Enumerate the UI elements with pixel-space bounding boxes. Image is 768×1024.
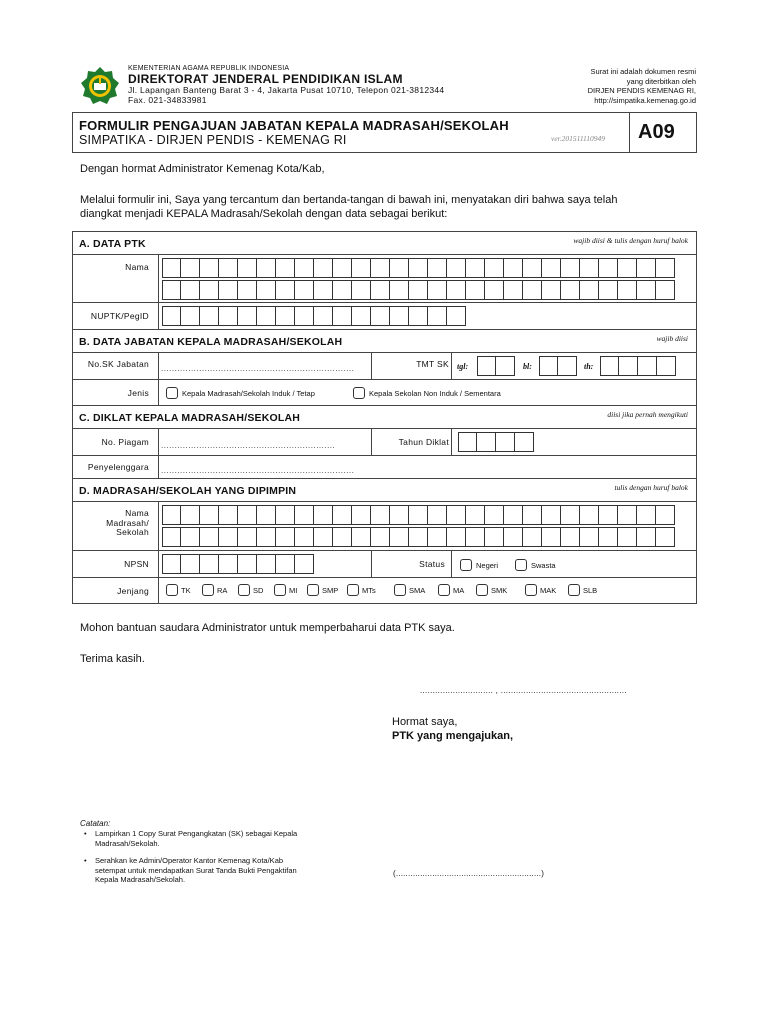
tmt-year-boxes[interactable] — [600, 356, 676, 376]
section-b-header — [73, 330, 696, 353]
char-box[interactable] — [181, 306, 200, 326]
char-box[interactable] — [618, 527, 637, 547]
jenjang-label: Jenjang — [117, 586, 149, 596]
directorate-name: DIREKTORAT JENDERAL PENDIDIKAN ISLAM — [128, 72, 403, 86]
char-box[interactable] — [200, 280, 219, 300]
form-version: ver.201511110949 — [551, 134, 605, 143]
char-box[interactable] — [447, 527, 466, 547]
char-box[interactable] — [580, 280, 599, 300]
char-box[interactable] — [238, 554, 257, 574]
char-box[interactable] — [238, 280, 257, 300]
char-box[interactable] — [352, 505, 371, 525]
divider — [451, 551, 452, 578]
note-item-1: • Lampirkan 1 Copy Surat Pengangkatan (SK) sebagai Kepala Madrasah/Sekolah. — [84, 829, 298, 848]
char-box[interactable] — [295, 258, 314, 278]
char-box[interactable] — [181, 258, 200, 278]
char-box[interactable] — [295, 280, 314, 300]
char-box[interactable] — [390, 258, 409, 278]
char-box[interactable] — [409, 505, 428, 525]
char-box[interactable] — [314, 258, 333, 278]
char-box[interactable] — [295, 554, 314, 574]
char-box[interactable] — [496, 432, 515, 452]
char-box[interactable] — [523, 258, 542, 278]
char-box[interactable] — [409, 527, 428, 547]
sk-row — [73, 353, 696, 380]
char-box[interactable] — [276, 505, 295, 525]
status-swasta-checkbox[interactable] — [515, 559, 527, 571]
status-negeri-checkbox[interactable] — [460, 559, 472, 571]
char-box[interactable] — [238, 258, 257, 278]
tmt-label: TMT SK — [416, 359, 449, 369]
char-box[interactable] — [200, 258, 219, 278]
char-box[interactable] — [657, 356, 676, 376]
char-box[interactable] — [599, 527, 618, 547]
char-box[interactable] — [162, 280, 181, 300]
char-box[interactable] — [558, 356, 577, 376]
divider — [158, 429, 159, 456]
char-box[interactable] — [371, 527, 390, 547]
intro-line-1: Melalui formulir ini, Saya yang tercantum dan bertanda-tangan di bawah ini, menyatakan diri bahwa saya telah — [80, 194, 618, 206]
form-title-box — [72, 112, 697, 153]
char-box[interactable] — [523, 280, 542, 300]
char-box[interactable] — [409, 258, 428, 278]
char-box[interactable] — [485, 505, 504, 525]
char-box[interactable] — [314, 505, 333, 525]
tmt-month-boxes[interactable] — [539, 356, 577, 376]
jenjang-mi-label: MI — [289, 586, 298, 595]
char-box[interactable] — [542, 505, 561, 525]
npsn-row — [73, 551, 696, 578]
jenjang-row — [73, 578, 696, 603]
jenjang-slb-checkbox[interactable] — [568, 584, 580, 596]
char-box[interactable] — [580, 258, 599, 278]
char-box[interactable] — [219, 527, 238, 547]
nama-sekolah-row — [73, 502, 696, 551]
nuptk-label: NUPTK/PegID — [90, 311, 149, 321]
char-box[interactable] — [409, 280, 428, 300]
divider — [629, 113, 630, 152]
char-box[interactable] — [580, 505, 599, 525]
char-box[interactable] — [333, 505, 352, 525]
char-box[interactable] — [542, 258, 561, 278]
char-box[interactable] — [619, 356, 638, 376]
char-box[interactable] — [257, 306, 276, 326]
char-box[interactable] — [477, 356, 496, 376]
char-box[interactable] — [276, 527, 295, 547]
section-a-header — [73, 232, 696, 255]
tahun-diklat-boxes[interactable] — [458, 432, 534, 452]
piagam-label: No. Piagam — [101, 437, 149, 447]
jenis-row — [73, 380, 696, 406]
nosk-field[interactable]: ....................................................................... — [161, 364, 355, 373]
signature-line[interactable]: (............................................................) — [393, 869, 545, 878]
char-box[interactable] — [390, 306, 409, 326]
char-box[interactable] — [257, 280, 276, 300]
char-box[interactable] — [447, 505, 466, 525]
char-box[interactable] — [485, 527, 504, 547]
char-box[interactable] — [295, 505, 314, 525]
jenjang-mts-label: MTs — [362, 586, 376, 595]
jenjang-tk-checkbox[interactable] — [166, 584, 178, 596]
penyelenggara-label: Penyelenggara — [87, 462, 149, 472]
jenis-induk-label: Kepala Madrasah/Sekolah Induk / Tetap — [182, 389, 315, 398]
char-box[interactable] — [257, 258, 276, 278]
char-box[interactable] — [219, 258, 238, 278]
kemenag-logo — [80, 66, 120, 106]
char-box[interactable] — [637, 280, 656, 300]
divider — [158, 551, 159, 578]
nama-sekolah-boxes-2[interactable] — [162, 527, 675, 547]
jenjang-smk-label: SMK — [491, 586, 508, 595]
char-box[interactable] — [333, 280, 352, 300]
char-box[interactable] — [390, 527, 409, 547]
char-box[interactable] — [542, 527, 561, 547]
notes-title: Catatan: — [80, 819, 111, 828]
char-box[interactable] — [466, 527, 485, 547]
piagam-row — [73, 429, 696, 456]
char-box[interactable] — [352, 306, 371, 326]
char-box[interactable] — [352, 258, 371, 278]
char-box[interactable] — [219, 306, 238, 326]
char-box[interactable] — [162, 554, 181, 574]
char-box[interactable] — [539, 356, 558, 376]
char-box[interactable] — [458, 432, 477, 452]
char-box[interactable] — [314, 527, 333, 547]
divider — [371, 429, 372, 456]
char-box[interactable] — [428, 306, 447, 326]
place-date-field[interactable]: ............................. , .................................................. — [420, 686, 627, 695]
fax: Fax. 021-34833981 — [128, 95, 207, 105]
divider — [451, 353, 452, 380]
char-box[interactable] — [637, 527, 656, 547]
char-box[interactable] — [428, 258, 447, 278]
section-b-title: B. DATA JABATAN KEPALA MADRASAH/SEKOLAH — [79, 336, 343, 348]
char-box[interactable] — [181, 280, 200, 300]
char-box[interactable] — [599, 280, 618, 300]
char-box[interactable] — [390, 505, 409, 525]
form-table — [72, 231, 697, 604]
char-box[interactable] — [181, 554, 200, 574]
char-box[interactable] — [618, 258, 637, 278]
char-box[interactable] — [561, 280, 580, 300]
section-d-header — [73, 479, 696, 502]
char-box[interactable] — [618, 505, 637, 525]
char-box[interactable] — [333, 306, 352, 326]
char-box[interactable] — [580, 527, 599, 547]
divider — [451, 429, 452, 456]
nama-row — [73, 255, 696, 303]
status-swasta-label: Swasta — [531, 561, 556, 570]
jenis-label: Jenis — [127, 388, 149, 398]
tmt-day-boxes[interactable] — [477, 356, 515, 376]
bl-label: bl: — [523, 362, 532, 371]
char-box[interactable] — [314, 280, 333, 300]
char-box[interactable] — [599, 258, 618, 278]
jenis-non-induk-label: Kepala Sekolan Non Induk / Sementara — [369, 389, 501, 398]
section-a-note: wajib diisi & tulis dengan huruf balok — [573, 236, 688, 245]
char-box[interactable] — [466, 280, 485, 300]
greeting: Dengan hormat Administrator Kemenag Kota/Kab, — [80, 163, 325, 175]
tahun-diklat-label: Tahun Diklat — [398, 437, 449, 447]
char-box[interactable] — [477, 432, 496, 452]
jenjang-mi-checkbox[interactable] — [274, 584, 286, 596]
nuptk-row — [73, 303, 696, 330]
status-label: Status — [419, 559, 445, 569]
official-note: Surat ini adalah dokumen resmi yang diterbitkan oleh DIRJEN PENDIS KEMENAG RI, http://simpatika.kemenag.go.id — [587, 67, 696, 105]
char-box[interactable] — [257, 527, 276, 547]
char-box[interactable] — [515, 432, 534, 452]
char-box[interactable] — [276, 258, 295, 278]
signer-title: PTK yang mengajukan, — [392, 730, 514, 742]
char-box[interactable] — [238, 306, 257, 326]
nuptk-boxes[interactable] — [162, 306, 466, 326]
char-box[interactable] — [238, 505, 257, 525]
char-box[interactable] — [637, 258, 656, 278]
npsn-boxes[interactable] — [162, 554, 314, 574]
jenjang-sma-checkbox[interactable] — [394, 584, 406, 596]
divider — [158, 578, 159, 603]
jenjang-smk-checkbox[interactable] — [476, 584, 488, 596]
char-box[interactable] — [428, 527, 447, 547]
section-c-note: diisi jika pernah mengikuti — [607, 410, 688, 419]
char-box[interactable] — [200, 505, 219, 525]
nama-sekolah-label: Nama Madrasah/ Sekolah — [106, 508, 149, 537]
jenjang-mts-checkbox[interactable] — [347, 584, 359, 596]
penyelenggara-field[interactable]: ....................................................................... — [161, 466, 355, 475]
jenjang-ra-checkbox[interactable] — [202, 584, 214, 596]
char-box[interactable] — [276, 554, 295, 574]
jenjang-ra-label: RA — [217, 586, 228, 595]
th-label: th: — [584, 362, 594, 371]
char-box[interactable] — [181, 527, 200, 547]
char-box[interactable] — [162, 505, 181, 525]
divider — [371, 353, 372, 380]
jenjang-sd-checkbox[interactable] — [238, 584, 250, 596]
jenjang-mak-checkbox[interactable] — [525, 584, 537, 596]
jenis-induk-checkbox[interactable] — [166, 387, 178, 399]
char-box[interactable] — [314, 306, 333, 326]
section-a-title: A. DATA PTK — [79, 238, 146, 250]
char-box[interactable] — [485, 280, 504, 300]
char-box[interactable] — [466, 258, 485, 278]
char-box[interactable] — [295, 306, 314, 326]
jenjang-smp-checkbox[interactable] — [307, 584, 319, 596]
nama-boxes-2[interactable] — [162, 280, 675, 300]
char-box[interactable] — [371, 258, 390, 278]
char-box[interactable] — [504, 527, 523, 547]
address: Jl. Lapangan Banteng Barat 3 - 4, Jakarta Pusat 10710, Telepon 021-3812344 — [128, 85, 445, 95]
char-box[interactable] — [200, 527, 219, 547]
char-box[interactable] — [409, 306, 428, 326]
char-box[interactable] — [656, 527, 675, 547]
tgl-label: tgl: — [457, 362, 469, 371]
char-box[interactable] — [257, 505, 276, 525]
char-box[interactable] — [390, 280, 409, 300]
jenjang-ma-label: MA — [453, 586, 465, 595]
form-title: FORMULIR PENGAJUAN JABATAN KEPALA MADRASAH/SEKOLAH — [79, 118, 509, 133]
char-box[interactable] — [162, 306, 181, 326]
char-box[interactable] — [333, 258, 352, 278]
section-c-title: C. DIKLAT KEPALA MADRASAH/SEKOLAH — [79, 412, 301, 424]
intro-line-2: diangkat menjadi KEPALA Madrasah/Sekolah dengan data sebagai berikut: — [80, 208, 448, 220]
char-box[interactable] — [200, 306, 219, 326]
char-box[interactable] — [504, 258, 523, 278]
penyelenggara-row — [73, 456, 696, 479]
char-box[interactable] — [276, 280, 295, 300]
status-negeri-label: Negeri — [476, 561, 499, 570]
section-d-note: tulis dengan huruf balok — [614, 483, 688, 492]
note-item-2: • Serahkan ke Admin/Operator Kantor Kemenag Kota/Kab setempat untuk mendapatkan Surat Tanda Bukti Pengaktifan Kepala Madrasah/Sekolah. — [84, 856, 297, 884]
divider — [158, 502, 159, 551]
nosk-label: No.SK Jabatan — [87, 359, 149, 369]
char-box[interactable] — [496, 356, 515, 376]
char-box[interactable] — [238, 527, 257, 547]
char-box[interactable] — [295, 527, 314, 547]
jenjang-mak-label: MAK — [540, 586, 557, 595]
char-box[interactable] — [181, 505, 200, 525]
jenjang-slb-label: SLB — [583, 586, 598, 595]
jenjang-sma-label: SMA — [409, 586, 426, 595]
divider — [158, 456, 159, 479]
section-d-title: D. MADRASAH/SEKOLAH YANG DIPIMPIN — [79, 485, 297, 497]
thanks-text: Terima kasih. — [80, 653, 145, 665]
divider — [158, 353, 159, 380]
char-box[interactable] — [219, 505, 238, 525]
char-box[interactable] — [656, 280, 675, 300]
char-box[interactable] — [219, 554, 238, 574]
char-box[interactable] — [371, 306, 390, 326]
char-box[interactable] — [162, 258, 181, 278]
ministry-name: KEMENTERIAN AGAMA REPUBLIK INDONESIA — [128, 65, 290, 72]
char-box[interactable] — [352, 280, 371, 300]
char-box[interactable] — [447, 258, 466, 278]
char-box[interactable] — [371, 280, 390, 300]
char-box[interactable] — [561, 505, 580, 525]
char-box[interactable] — [656, 505, 675, 525]
char-box[interactable] — [600, 356, 619, 376]
npsn-label: NPSN — [124, 559, 149, 569]
nama-boxes-1[interactable] — [162, 258, 675, 278]
char-box[interactable] — [352, 527, 371, 547]
char-box[interactable] — [523, 527, 542, 547]
divider — [158, 255, 159, 303]
char-box[interactable] — [599, 505, 618, 525]
jenjang-sd-label: SD — [253, 586, 264, 595]
nama-sekolah-boxes-1[interactable] — [162, 505, 675, 525]
char-box[interactable] — [656, 258, 675, 278]
char-box[interactable] — [428, 280, 447, 300]
jenis-non-induk-checkbox[interactable] — [353, 387, 365, 399]
char-box[interactable] — [257, 554, 276, 574]
section-b-note: wajib diisi — [656, 334, 688, 343]
char-box[interactable] — [162, 527, 181, 547]
divider — [371, 551, 372, 578]
char-box[interactable] — [637, 505, 656, 525]
char-box[interactable] — [638, 356, 657, 376]
char-box[interactable] — [200, 554, 219, 574]
char-box[interactable] — [485, 258, 504, 278]
char-box[interactable] — [219, 280, 238, 300]
jenjang-ma-checkbox[interactable] — [438, 584, 450, 596]
char-box[interactable] — [371, 505, 390, 525]
section-c-header — [73, 406, 696, 429]
form-subtitle: SIMPATIKA - DIRJEN PENDIS - KEMENAG RI — [79, 133, 347, 147]
char-box[interactable] — [428, 505, 447, 525]
char-box[interactable] — [447, 306, 466, 326]
char-box[interactable] — [504, 280, 523, 300]
nama-label: Nama — [125, 262, 149, 272]
char-box[interactable] — [542, 280, 561, 300]
divider — [158, 380, 159, 406]
char-box[interactable] — [504, 505, 523, 525]
regards: Hormat saya, — [392, 716, 458, 728]
char-box[interactable] — [561, 258, 580, 278]
request-text: Mohon bantuan saudara Administrator untuk memperbaharui data PTK saya. — [80, 622, 455, 634]
divider — [158, 303, 159, 330]
char-box[interactable] — [447, 280, 466, 300]
char-box[interactable] — [333, 527, 352, 547]
jenjang-smp-label: SMP — [322, 586, 339, 595]
char-box[interactable] — [618, 280, 637, 300]
piagam-field[interactable]: ................................................................ — [161, 441, 336, 450]
char-box[interactable] — [466, 505, 485, 525]
jenjang-tk-label: TK — [181, 586, 191, 595]
char-box[interactable] — [276, 306, 295, 326]
form-code: A09 — [638, 121, 675, 143]
char-box[interactable] — [561, 527, 580, 547]
char-box[interactable] — [523, 505, 542, 525]
